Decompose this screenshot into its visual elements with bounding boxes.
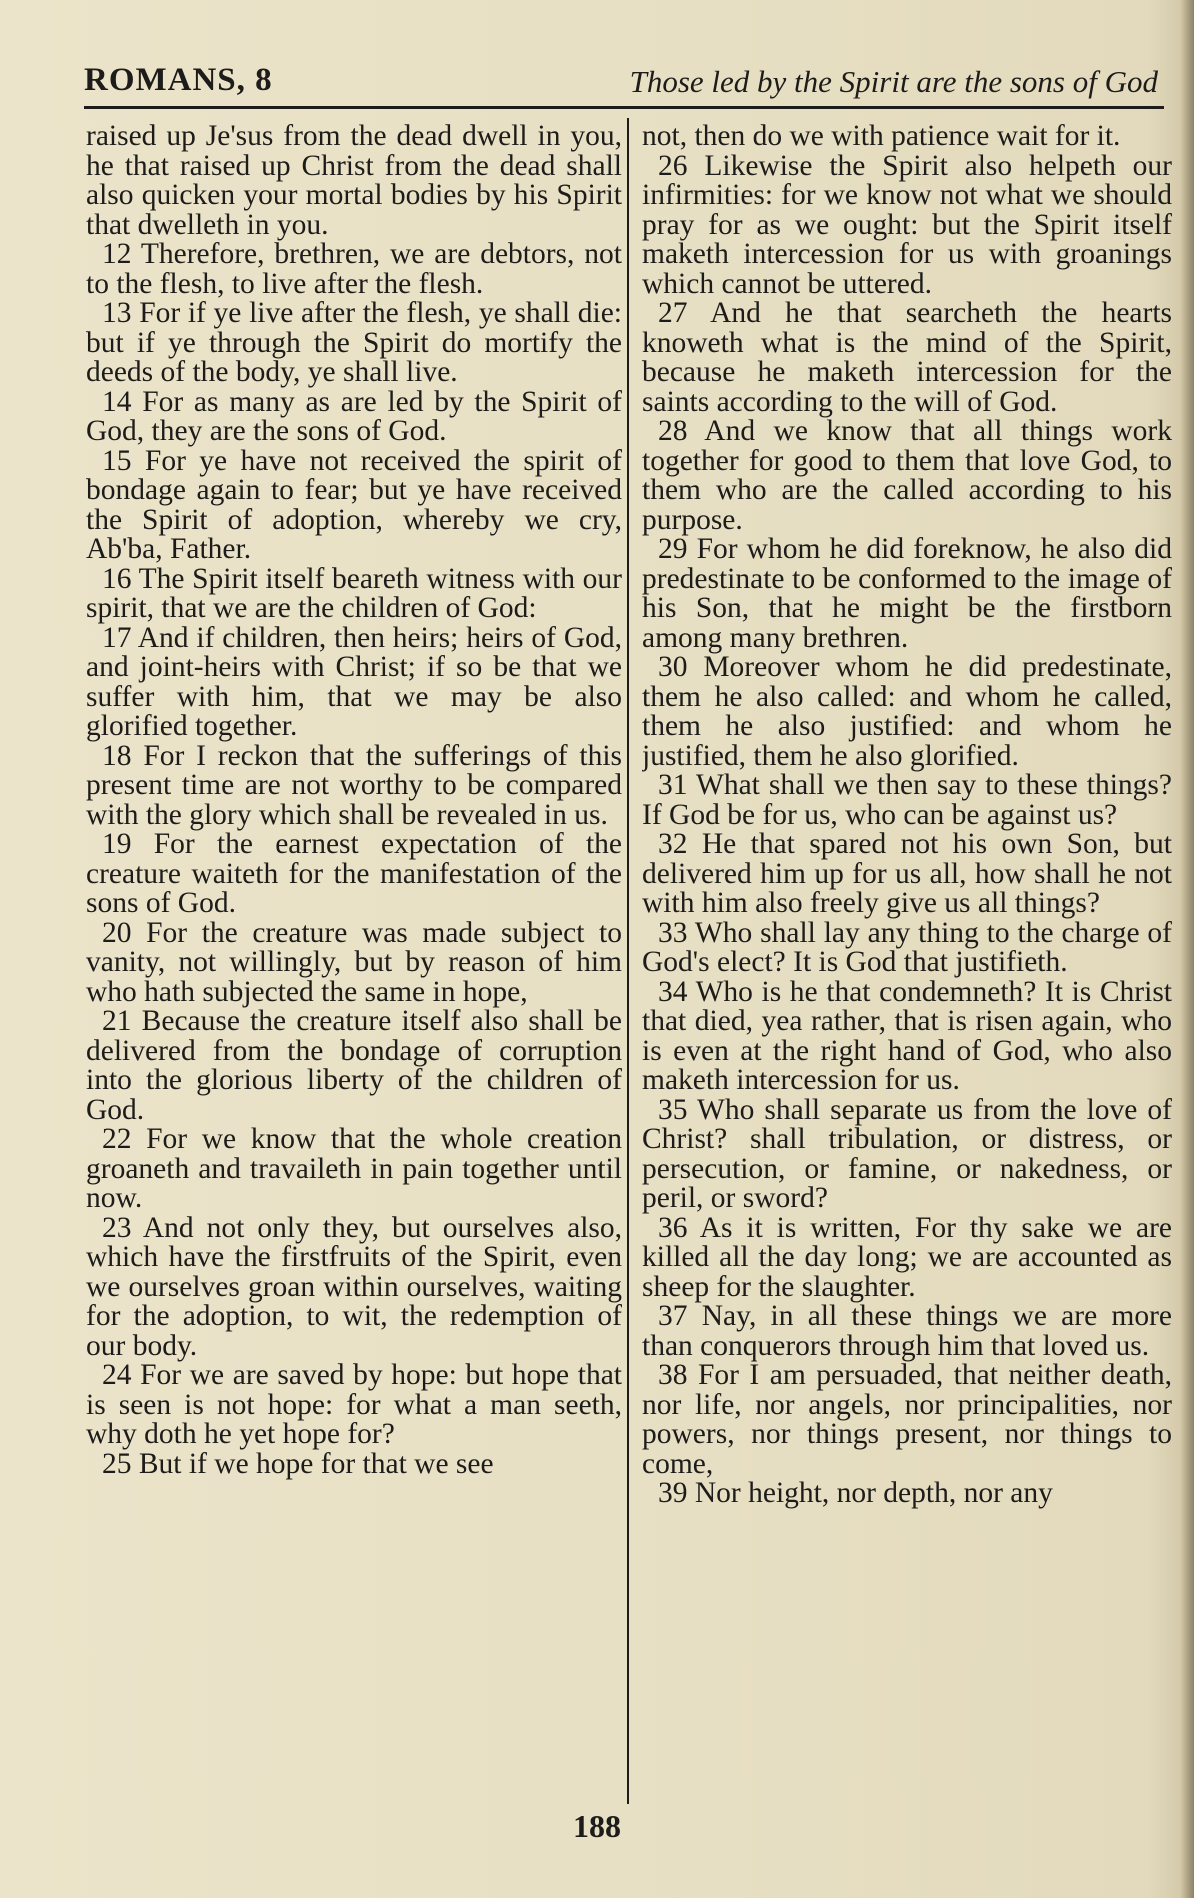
verse-30 [642, 653, 1172, 771]
verse-number: 34 [658, 975, 688, 1008]
verse-text: For I am persuaded, that neither death, nor life, nor angels, nor principalities, nor powers, nor things present, nor things to come, [642, 1359, 1172, 1480]
verse-text: Likewise the Spirit also helpeth our infirmities: for we know not what we should pray for as we ought: but the Spirit itself maketh intercession for us with groanings which cannot be uttered. [642, 149, 1172, 300]
verse-36 [642, 1211, 1172, 1303]
verse-21 [86, 1007, 622, 1125]
verse-text: For we are saved by hope: but hope that is seen is not hope: for what a man seeth, why doth he yet hope for? [86, 1359, 622, 1450]
verse-number: 32 [658, 828, 688, 860]
verse-33 [642, 916, 1172, 978]
running-header [84, 62, 1170, 106]
right-column [642, 122, 1172, 1802]
verse-number: 26 [658, 149, 688, 182]
verse-39 [642, 1479, 1172, 1509]
verse-text: raised up Je'sus from the dead dwell in you, he that raised up Christ from the dead shall also quicken your mortal bodies by his Spirit that dwelleth in you. [86, 122, 622, 241]
verse-text: Who shall separate us from the love of Christ? shall tribulation, or distress, or persecution, or famine, or nakedness, or peril, or sword? [642, 1093, 1172, 1214]
page-number: 188 [573, 1808, 621, 1844]
verse-37 [642, 1302, 1172, 1361]
verse-number: 20 [102, 916, 132, 949]
verse-25 [86, 1447, 622, 1480]
verse-number: 29 [658, 533, 688, 565]
verse-number: 24 [102, 1359, 132, 1391]
verse-19 [86, 830, 622, 919]
verse-continuation [642, 122, 1172, 152]
verse-number: 31 [658, 769, 688, 801]
verse-35 [642, 1093, 1172, 1214]
verse-number: 16 [102, 562, 132, 595]
verse-number: 37 [658, 1300, 688, 1332]
verse-text: not, then do we with patience wait for it. [642, 122, 1121, 152]
verse-text: Because the creature itself also shall be delivered from the bondage of corruption into the glorious liberty of the children of God. [86, 1005, 622, 1126]
verse-number: 14 [102, 385, 132, 418]
verse-text: For if ye live after the flesh, ye shall die: but if ye through the Spirit do mortify the deeds of the body, ye shall live. [86, 297, 622, 388]
verse-23 [86, 1211, 622, 1362]
page-caption: Those led by the Spirit are the sons of God [629, 64, 1158, 99]
verse-31 [642, 771, 1172, 830]
verse-number: 15 [102, 444, 132, 477]
verse-text: For we know that the whole creation groaneth and travaileth in pain together until now. [86, 1123, 622, 1214]
verse-number: 36 [658, 1211, 688, 1244]
book-chapter-title: ROMANS, 8 [84, 62, 273, 98]
page-edge [1180, 0, 1194, 1898]
verse-number: 27 [658, 297, 688, 329]
verse-number: 13 [102, 297, 132, 329]
verse-15 [86, 444, 622, 565]
verse-text: What shall we then say to these things? If God be for us, who can be against us? [642, 769, 1172, 831]
verse-text: For I reckon that the sufferings of this present time are not worthy to be compared with the glory which shall be revealed in us. [86, 739, 622, 831]
verse-number: 33 [658, 916, 688, 949]
verse-text: But if we hope for that we see [138, 1447, 494, 1480]
verse-34 [642, 975, 1172, 1096]
verse-text: And we know that all things work together for good to them that love God, to them who are the called according to his purpose. [642, 415, 1172, 536]
verse-text: Moreover whom he did predestinate, them he also called: and whom he called, them he also justified: and whom he justified, them he also glorified. [642, 651, 1172, 772]
verse-text: And not only they, but ourselves also, which have the firstfruits of the Spirit, even we ourselves groan within ourselves, waiting for the adoption, to wit, the redemption of our body. [86, 1211, 622, 1362]
verse-continuation [86, 122, 622, 240]
verse-text: Therefore, brethren, we are debtors, not to the flesh, to live after the flesh. [86, 238, 622, 300]
verse-number: 30 [658, 651, 688, 683]
verse-18 [86, 739, 622, 831]
verse-number: 23 [102, 1211, 132, 1244]
verse-28 [642, 417, 1172, 535]
verse-29 [642, 535, 1172, 653]
verse-number: 39 [658, 1477, 688, 1509]
verse-38 [642, 1361, 1172, 1479]
verse-number: 21 [102, 1005, 132, 1037]
verse-text: As it is written, For thy sake we are killed all the day long; we are accounted as sheep for the slaughter. [642, 1211, 1172, 1303]
column-divider [627, 118, 629, 1804]
verse-22 [86, 1125, 622, 1214]
verse-number: 19 [102, 828, 132, 860]
verse-number: 38 [658, 1359, 688, 1391]
verse-number: 28 [658, 415, 688, 447]
verse-number: 25 [102, 1447, 132, 1480]
verse-13 [86, 299, 622, 388]
verse-20 [86, 916, 622, 1008]
verse-17 [86, 621, 622, 742]
verse-text: He that spared not his own Son, but delivered him up for us all, how shall he not with him also freely give us all things? [642, 828, 1172, 919]
verse-text: And he that searcheth the hearts knoweth what is the mind of the Spirit, because he maketh intercession for the saints according to the will of God. [642, 297, 1172, 418]
verse-12 [86, 240, 622, 299]
verse-text: Nor height, nor depth, nor any [694, 1477, 1053, 1509]
verse-text: For whom he did foreknow, he also did predestinate to be conformed to the image of his Son, that he might be the firstborn among many brethren. [642, 533, 1172, 654]
verse-number: 17 [102, 621, 132, 654]
verse-32 [642, 830, 1172, 919]
verse-text: The Spirit itself beareth witness with our spirit, that we are the children of God: [86, 562, 622, 624]
verse-text: For ye have not received the spirit of bondage again to fear; but ye have received the Spirit of adoption, whereby we cry, Ab'ba, Father. [86, 444, 622, 565]
verse-text: And if children, then heirs; heirs of God, and joint-heirs with Christ; if so be that we suffer with him, that we may be also glorified together. [86, 621, 622, 742]
verse-number: 35 [658, 1093, 688, 1126]
verse-text: Nay, in all these things we are more than conquerors through him that loved us. [642, 1300, 1172, 1362]
verse-text: Who shall lay any thing to the charge of God's elect? It is God that justifieth. [642, 916, 1172, 978]
verse-24 [86, 1361, 622, 1450]
verse-16 [86, 562, 622, 624]
verse-26 [642, 149, 1172, 300]
verse-text: For the earnest expectation of the creature waiteth for the manifestation of the sons of God. [86, 828, 622, 919]
left-column [86, 122, 622, 1802]
verse-text: For as many as are led by the Spirit of God, they are the sons of God. [86, 385, 622, 447]
verse-27 [642, 299, 1172, 417]
verse-number: 18 [102, 739, 132, 772]
verse-text: Who is he that condemneth? It is Christ that died, yea rather, that is risen again, who is even at the right hand of God, who also maketh intercession for us. [642, 975, 1172, 1096]
verse-text: For the creature was made subject to vanity, not willingly, but by reason of him who hath subjected the same in hope, [86, 916, 622, 1008]
verse-14 [86, 385, 622, 447]
header-rule [84, 106, 1164, 109]
verse-number: 22 [102, 1123, 132, 1155]
verse-number: 12 [102, 238, 132, 270]
